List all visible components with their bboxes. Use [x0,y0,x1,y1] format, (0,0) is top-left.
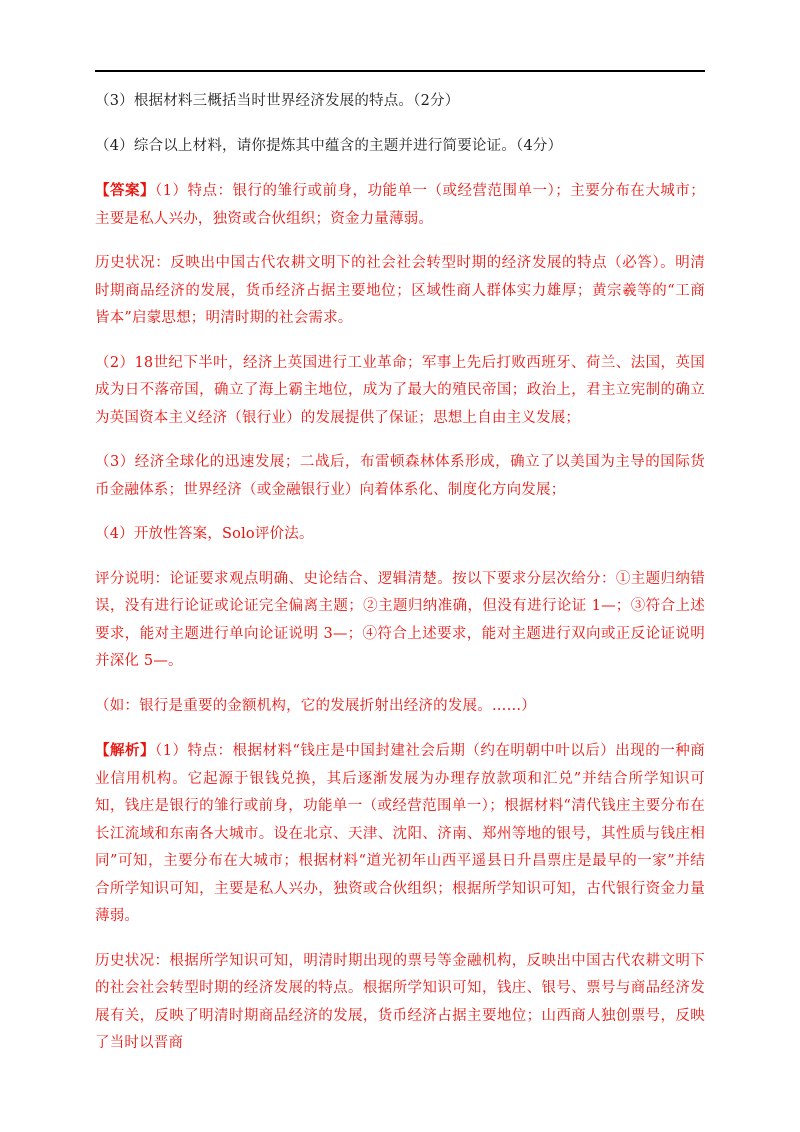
analysis-text-1: （1）特点：根据材料“钱庄是中国封建社会后期（约在明朝中叶以后）出现的一种商业信用机构。它起源于银钱兑换，其后逐渐发展为办理存放款项和汇兑”并结合所学知识可知，钱庄是银行的雏行或前身，功能单一（或经营范围单一）；根据材料“清代钱庄主要分布在长江流域和东南各大城市。设在北京、天津、沈阳、济南、郑州等地的银号，其性质与钱庄相同”可知，主要分布在大城市；根据材料“道光初年山西平遥县日升昌票庄是最早的一家”并结合所学知识可知，主要是私人兴办，独资或合伙组织；根据所学知识可知，古代银行资金力量薄弱。 [95,743,705,924]
analysis-tag: 【解析】 [95,742,155,759]
answer-text-1: （1）特点：银行的雏行或前身，功能单一（或经营范围单一）；主要分布在大城市；主要是私人兴办，独资或合伙组织；资金力量薄弱。 [95,183,705,227]
answer-tag: 【答案】 [95,182,156,199]
analysis-paragraph-2: 历史状况：根据所学知识可知，明清时期出现的票号等金融机构，反映出中国古代农耕文明下的社会社会转型时期的经济发展的特点。根据所学知识可知，钱庄、银号、票号与商品经济发展有关，反映了明清时期商品经济的发展，货币经济占据主要地位；山西商人独创票号，反映了当时以晋商 [95,952,705,1051]
question-3: （3）根据材料三概括当时世界经济发展的特点。（2分） [95,93,460,109]
answer-paragraph-4: （3）经济全球化的迅速发展；二战后，布雷顿森林体系形成，确立了以美国为主导的国际货币金融体系；世界经济（或金融银行业）向着体系化、制度化方向发展； [95,454,705,498]
document-body [95,88,705,1075]
answer-paragraph-6: 评分说明：论证要求观点明确、史论结合、逻辑清楚。按以下要求分层次给分：①主题归纳错误，没有进行论证或论证完全偏离主题；②主题归纳准确，但没有进行论证 1—；③符合上述要求，能对主题进行单向论证说明 3—；④符合上述要求，能对主题进行双向或正反论证说明并深化 5—。 [95,570,705,669]
answer-paragraph-7: （如：银行是重要的金额机构，它的发展折射出经济的发展。……） [95,697,536,714]
answer-paragraph-2: 历史状况：反映出中国古代农耕文明下的社会社会转型时期的经济发展的特点（必答）。明清时期商品经济的发展，货币经济占据主要地位；区域性商人群体实力雄厚；黄宗羲等的“工商皆本”启蒙思想；明清时期的社会需求。 [95,255,705,326]
analysis-paragraph-1 [95,737,705,931]
answer-paragraph-5: （4）开放性答案，Solo评价法。 [95,526,314,542]
answer-paragraph-1 [95,177,705,233]
header-rule [95,70,705,72]
answer-paragraph-3: （2）18世纪下半叶，经济上英国进行工业革命；军事上先后打败西班牙、荷兰、法国，英国成为日不落帝国，确立了海上霸主地位，成为了最大的殖民帝国；政治上，君主立宪制的确立为英国资本主义经济（银行业）的发展提供了保证；思想上自由主义发展； [95,354,705,426]
question-4: （4）综合以上材料，请你提炼其中蕴含的主题并进行简要论证。（4分） [95,137,563,154]
